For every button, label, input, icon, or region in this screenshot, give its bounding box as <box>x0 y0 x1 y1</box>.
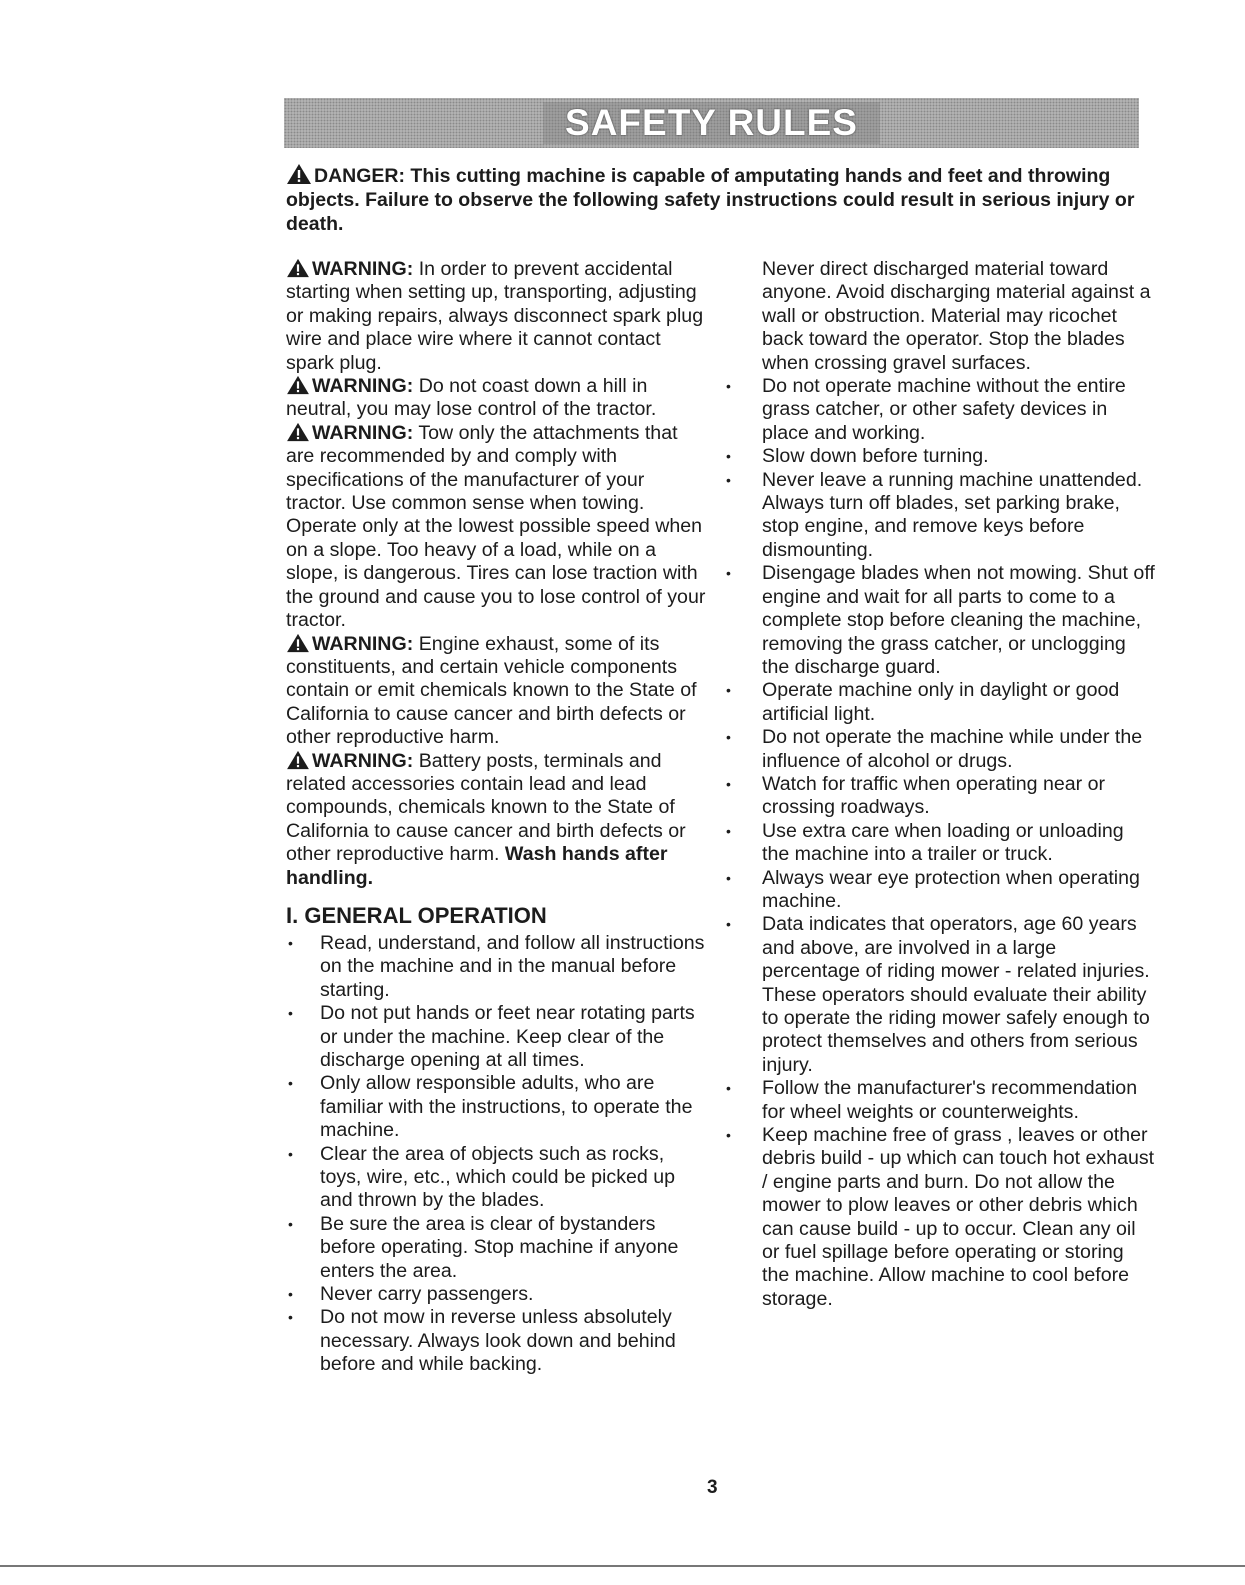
list-item: • Use extra care when loading or unloading the machine into a trailer or truck. <box>726 819 1124 866</box>
page-number: 3 <box>707 1477 718 1498</box>
warning-label: WARNING: <box>312 421 414 444</box>
warning-text: Battery posts, terminals and related accessories contain lead and lead compounds, chemicals known to the State of California to cause cancer and birth defects or other reproductive harm. <box>286 749 686 866</box>
list-item: • Do not operate the machine while under the influence of alcohol or drugs. <box>726 726 1143 772</box>
general-operation-list <box>286 932 709 1377</box>
bullet-icon: • <box>726 448 731 465</box>
safety-rules-banner <box>284 98 1139 148</box>
bullet-icon: • <box>726 729 731 746</box>
bullet-icon: • <box>726 1080 731 1097</box>
bullet-icon: • <box>288 1309 293 1326</box>
warning-coast-hill <box>286 375 709 422</box>
warning-triangle-icon <box>286 422 310 442</box>
list-item: • Never leave a running machine unattended. Always turn off blades, set parking brake, stop engine, and remove keys before dismounting. <box>726 468 1143 561</box>
general-operation-list-continued <box>724 375 1156 1311</box>
list-item: • Operate machine only in daylight or good artificial light. <box>726 679 1120 725</box>
warning-label: WARNING: <box>312 749 414 772</box>
bullet-icon: • <box>288 934 293 951</box>
warning-text: Tow only the attachments that are recommended by and comply with specifications of the manufacturer of your tractor. Use common sense when towing. Operate only at the lowest possible speed when on a slope. Too heavy of a load, while on a slope, is dangerous. Tires can lose traction with the ground and cause you to lose control of your tractor. <box>286 421 706 632</box>
list-item: • Do not mow in reverse unless absolutely necessary. Always look down and behind before and while backing. <box>288 1306 676 1376</box>
bullet-icon: • <box>726 682 731 699</box>
bullet-icon: • <box>726 869 731 886</box>
bullet-icon: • <box>726 916 731 933</box>
list-item: • Clear the area of objects such as rocks, toys, wire, etc., which could be picked up and thrown by the blades. <box>288 1142 676 1212</box>
bullet-icon: • <box>726 378 731 395</box>
list-item: • Keep machine free of grass , leaves or other debris build - up which can touch hot exhaust / engine parts and burn. Do not allow the mower to plow leaves or other debris which can cause build - up to occur. Clean any oil or fuel spillage before operating or storing the machine. Allow machine to cool before storage. <box>726 1124 1155 1310</box>
warning-battery <box>286 750 709 890</box>
bullet-icon: • <box>726 1127 731 1144</box>
bullet-icon: • <box>726 775 731 792</box>
warning-text: Do not coast down a hill in neutral, you may lose control of the tractor. <box>286 375 657 421</box>
list-item: • Data indicates that operators, age 60 years and above, are involved in a large percentage of riding mower - related injuries. These operators should evaluate their ability to operate the riding mower safely enough to protect themselves and others from serious injury. <box>726 913 1150 1076</box>
bullet-icon: • <box>288 1075 293 1092</box>
list-item: • Slow down before turning. <box>726 445 989 468</box>
warning-triangle-icon <box>286 258 310 278</box>
list-item: • Read, understand, and follow all instructions on the machine and in the manual before starting. <box>288 931 705 1001</box>
warning-triangle-icon <box>286 750 310 770</box>
warning-label: WARNING: <box>312 375 414 398</box>
scan-edge-divider <box>0 1565 1245 1567</box>
warning-triangle-icon <box>286 163 312 185</box>
banner-title: SAFETY RULES <box>543 102 880 144</box>
danger-notice <box>286 163 1146 236</box>
list-item: • Follow the manufacturer's recommendation for wheel weights or counterweights. <box>726 1077 1138 1123</box>
warning-towing <box>286 422 709 633</box>
warning-text: In order to prevent accidental starting when setting up, transporting, adjusting or making repairs, always disconnect spark plug wire and place wire where it cannot contact spark plug. <box>286 258 704 374</box>
right-column <box>724 258 1156 1311</box>
left-column <box>286 258 709 1377</box>
warning-triangle-icon <box>286 633 310 653</box>
bullet-icon: • <box>288 1005 293 1022</box>
warning-text: Engine exhaust, some of its constituents, and certain vehicle components contain or emit chemicals known to the State of California to cause cancer and birth defects or other reproductive harm. <box>286 632 697 749</box>
bullet-icon: • <box>726 471 731 488</box>
section-title-general-operation: I. GENERAL OPERATION <box>286 902 547 928</box>
list-item: • Disengage blades when not mowing. Shut off engine and wait for all parts to come to a complete stop before cleaning the machine, removing the grass catcher, or unclogging the discharge guard. <box>726 562 1155 678</box>
warning-spark-plug <box>286 258 709 375</box>
warning-engine-exhaust <box>286 633 709 750</box>
list-item: • Always wear eye protection when operating machine. <box>726 866 1140 912</box>
continued-paragraph: Never direct discharged material toward anyone. Avoid discharging material against a wall or obstruction. Material may ricochet back toward the operator. Stop the blades when crossing gravel surfaces. <box>762 258 1151 374</box>
warning-triangle-icon <box>286 375 310 395</box>
list-item: • Be sure the area is clear of bystanders before operating. Stop machine if anyone enters the area. <box>288 1212 679 1282</box>
danger-text: This cutting machine is capable of amputating hands and feet and throwing objects. Failure to observe the following safety instructions could result in serious injury or death. <box>286 165 1135 235</box>
bullet-icon: • <box>726 822 731 839</box>
warning-bold-note: Wash hands after handling. <box>286 843 668 889</box>
bullet-icon: • <box>288 1215 293 1232</box>
danger-label: DANGER: <box>314 165 405 187</box>
bullet-icon: • <box>288 1145 293 1162</box>
warning-label: WARNING: <box>312 632 414 655</box>
list-item: • Do not put hands or feet near rotating parts or under the machine. Keep clear of the discharge opening at all times. <box>288 1002 695 1071</box>
bullet-icon: • <box>288 1286 293 1303</box>
list-item: • Only allow responsible adults, who are familiar with the instructions, to operate the machine. <box>288 1072 693 1142</box>
bullet-icon: • <box>726 565 731 582</box>
list-item: • Watch for traffic when operating near or crossing roadways. <box>726 772 1106 819</box>
warning-label: WARNING: <box>312 258 414 280</box>
list-item: • Do not operate machine without the entire grass catcher, or other safety devices in place and working. <box>726 375 1126 444</box>
list-item: • Never carry passengers. <box>288 1283 534 1306</box>
